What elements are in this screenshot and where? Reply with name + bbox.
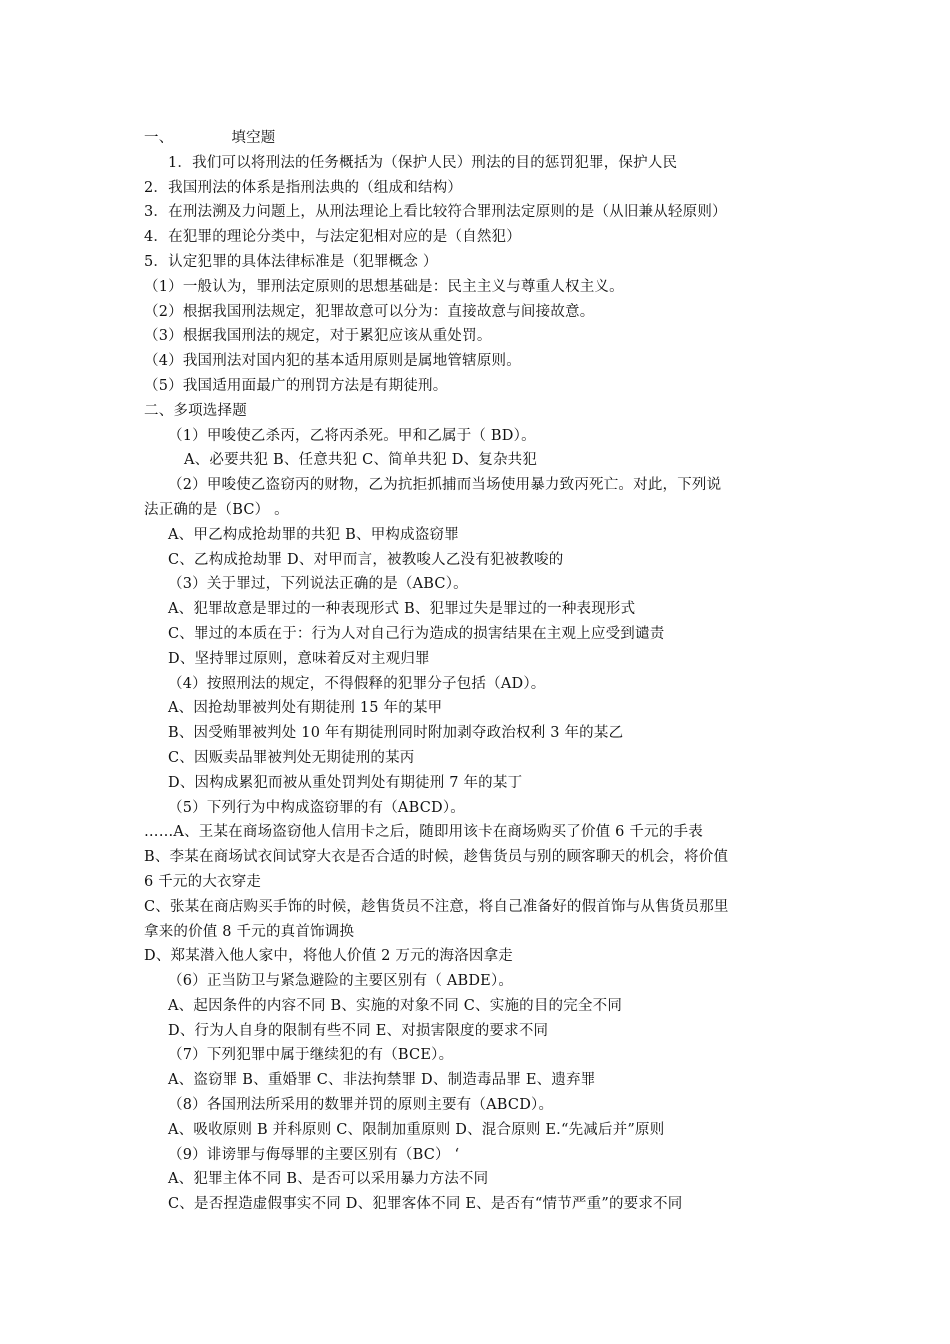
section-title: 填空题 xyxy=(231,130,276,146)
text-line: （1）一般认为，罪刑法定原则的思想基础是：民主主义与尊重人权主义。 xyxy=(144,278,624,295)
text-line: ……A、王某在商场盗窃他人信用卡之后，随即用该卡在商场购买了价值 6 千元的手表 xyxy=(144,824,703,841)
text-line: 法正确的是（BC） 。 xyxy=(144,501,289,518)
text-line: A、犯罪故意是罪过的一种表现形式 B、犯罪过失是罪过的一种表现形式 xyxy=(168,601,636,618)
text-line: 3．在刑法溯及力问题上，从刑法理论上看比较符合罪刑法定原则的是（从旧兼从轻原则） xyxy=(144,204,727,221)
text-line: 2．我国刑法的体系是指刑法典的（组成和结构） xyxy=(144,179,463,196)
text-line: 1．我们可以将刑法的任务概括为（保护人民）刑法的目的惩罚犯罪，保护人民 xyxy=(168,154,678,171)
text-line: （5）下列行为中构成盗窃罪的有（ABCD）。 xyxy=(168,799,465,816)
text-line: C、因贩卖品罪被判处无期徒刑的某丙 xyxy=(168,749,415,766)
text-line: 5．认定犯罪的具体法律标准是（犯罪概念 ） xyxy=(144,253,438,270)
text-line: A、起因条件的内容不同 B、实施的对象不同 C、实施的目的完全不同 xyxy=(168,997,623,1014)
text-line: （8）各国刑法所采用的数罪并罚的原则主要有（ABCD）。 xyxy=(168,1097,554,1114)
text-line: 二、多项选择题 xyxy=(144,402,247,419)
text-line: C、是否捏造虚假事实不同 D、犯罪客体不同 E、是否有“情节严重”的要求不同 xyxy=(168,1196,683,1213)
text-line: （2）根据我国刑法规定，犯罪故意可以分为：直接故意与间接故意。 xyxy=(144,303,595,320)
text-line xyxy=(144,126,814,151)
text-line: （9）诽谤罪与侮辱罪的主要区别有（BC） ‘ xyxy=(168,1146,460,1163)
text-line: A、甲乙构成抢劫罪的共犯 B、甲构成盗窃罪 xyxy=(168,526,459,543)
text-line: （5）我国适用面最广的刑罚方法是有期徒刑。 xyxy=(144,377,448,394)
text-line: （6）正当防卫与紧急避险的主要区别有（ ABDE）。 xyxy=(168,973,514,990)
text-line: （1）甲唆使乙杀丙，乙将丙杀死。甲和乙属于（ BD）。 xyxy=(168,427,536,444)
text-line: B、李某在商场试衣间试穿大衣是否合适的时候，趁售货员与别的顾客聊天的机会，将价值 xyxy=(144,849,729,866)
text-line: A、因抢劫罪被判处有期徒刑 15 年的某甲 xyxy=(168,700,443,717)
text-line: （2）甲唆使乙盗窃丙的财物，乙为抗拒抓捕而当场使用暴力致丙死亡。对此，下列说 xyxy=(168,477,722,494)
text-line: A、必要共犯 B、任意共犯 C、简单共犯 D、复杂共犯 xyxy=(184,452,538,469)
text-line: 拿来的价值 8 千元的真首饰调换 xyxy=(144,923,355,940)
text-line: D、坚持罪过原则，意味着反对主观归罪 xyxy=(168,650,430,667)
text-line: （3）根据我国刑法的规定，对于累犯应该从重处罚。 xyxy=(144,328,492,345)
text-line: （3）关于罪过，下列说法正确的是（ABC）。 xyxy=(168,576,468,593)
text-line: A、吸收原则 B 并科原则 C、限制加重原则 D、混合原则 E.“先减后并”原则 xyxy=(168,1121,665,1138)
text-line: D、行为人自身的限制有些不同 E、对损害限度的要求不同 xyxy=(168,1022,549,1039)
text-line: D、郑某潜入他人家中，将他人价值 2 万元的海洛因拿走 xyxy=(144,948,513,965)
text-line: （7）下列犯罪中属于继续犯的有（BCE）。 xyxy=(168,1047,454,1064)
text-line: A、盗窃罪 B、重婚罪 C、非法拘禁罪 D、制造毒品罪 E、遗弃罪 xyxy=(168,1072,596,1089)
text-line: C、张某在商店购买手饰的时候，趁售货员不注意，将自己准备好的假首饰与从售货员那里 xyxy=(144,898,729,915)
text-line: C、乙构成抢劫罪 D、对甲而言，被教唆人乙没有犯被教唆的 xyxy=(168,551,564,568)
text-line: B、因受贿罪被判处 10 年有期徒刑同时附加剥夺政治权利 3 年的某乙 xyxy=(168,725,624,742)
text-line: （4）我国刑法对国内犯的基本适用原则是属地管辖原则。 xyxy=(144,353,521,370)
text-line: 6 千元的大衣穿走 xyxy=(144,873,262,890)
text-line: （4）按照刑法的规定，不得假释的犯罪分子包括（AD）。 xyxy=(168,675,546,692)
text-line: C、罪过的本质在于：行为人对自己行为造成的损害结果在主观上应受到谴责 xyxy=(168,625,665,642)
text-line: 4．在犯罪的理论分类中，与法定犯相对应的是（自然犯） xyxy=(144,229,521,246)
document-body xyxy=(144,126,814,1217)
section-number: 一、 xyxy=(144,130,174,146)
text-line: D、因构成累犯而被从重处罚判处有期徒刑 7 年的某丁 xyxy=(168,774,523,791)
text-line: A、犯罪主体不同 B、是否可以采用暴力方法不同 xyxy=(168,1171,489,1188)
